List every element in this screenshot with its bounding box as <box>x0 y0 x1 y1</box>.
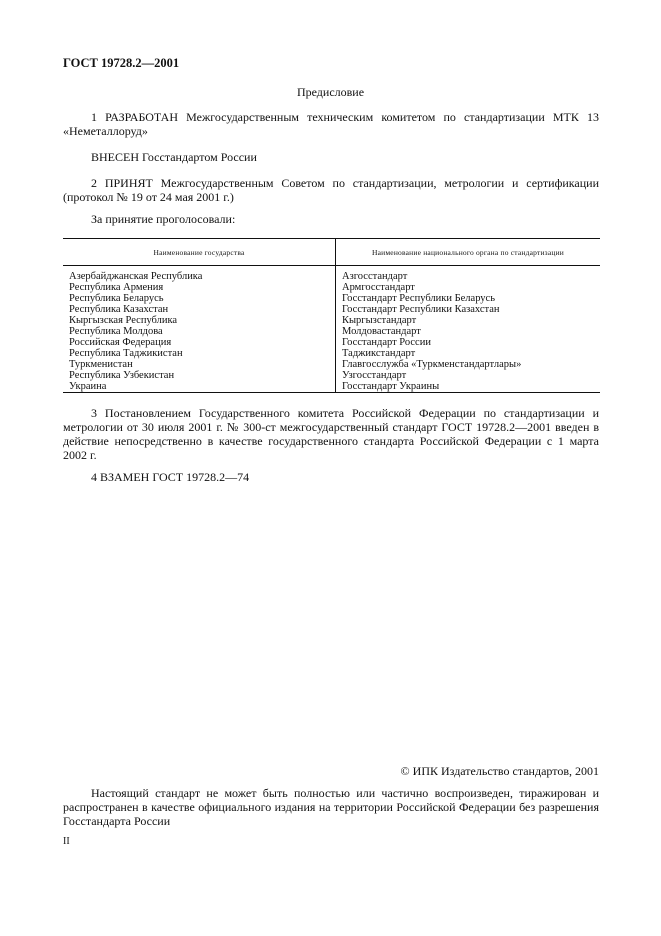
table-cell-body: Главгосслужба «Туркменстандартлары» <box>342 359 522 370</box>
table-cell-state: Республика Армения <box>69 282 164 293</box>
table-cell-body: Госстандарт Украины <box>342 381 440 392</box>
table-cell-state: Республика Казахстан <box>69 304 169 315</box>
member-states-table <box>63 238 600 393</box>
section-3-resolution: 3 Постановлением Государственного комитета Российской Федерации по стандартизации и метрологии от 30 июля 2001 г. № 300-ст межгосударственный стандарт ГОСТ 19728.2—2001 введен в действие непосредственно в качестве государственного стандарта Российской Федерации с 1 марта 2002 г. <box>63 406 599 462</box>
table-cell-state: Республика Узбекистан <box>69 370 175 381</box>
table-body-row <box>63 266 600 393</box>
copyright-line: © ИПК Издательство стандартов, 2001 <box>400 764 599 778</box>
section-1-introduced: ВНЕСЕН Госстандартом России <box>91 150 257 164</box>
table-cell-state: Кыргызская Республика <box>69 315 178 326</box>
table-cell-body: Кыргызстандарт <box>342 315 417 326</box>
table-header-row <box>63 239 600 266</box>
section-1-developed: 1 РАЗРАБОТАН Межгосударственным техническим комитетом по стандартизации МТК 13 «Неметаллоруд» <box>63 110 599 138</box>
table-cell-state: Российская Федерация <box>69 337 172 348</box>
page-number: II <box>63 836 70 847</box>
table-cell-state: Республика Молдова <box>69 326 163 337</box>
body-column <box>336 266 601 393</box>
table-cell-body: Госстандарт России <box>342 337 431 348</box>
state-column <box>63 266 336 393</box>
table-cell-body: Молдовастандарт <box>342 326 421 337</box>
table-cell-body: Азгосстандарт <box>342 271 408 282</box>
vote-intro: За принятие проголосовали: <box>91 212 236 226</box>
section-4-replaces: 4 ВЗАМЕН ГОСТ 19728.2—74 <box>91 470 250 484</box>
table-cell-state: Туркменистан <box>69 359 133 370</box>
table-cell-state: Украина <box>69 381 107 392</box>
section-2-adopted: 2 ПРИНЯТ Межгосударственным Советом по стандартизации, метрологии и сертификации (протокол № 19 от 24 мая 2001 г.) <box>63 176 599 204</box>
reproduction-notice: Настоящий стандарт не может быть полностью или частично воспроизведен, тиражирован и распространен в качестве официального издания на территории Российской Федерации без разрешения Госстандарта России <box>63 786 599 828</box>
table-cell-body: Госстандарт Республики Беларусь <box>342 293 496 304</box>
table-cell-body: Госстандарт Республики Казахстан <box>342 304 500 315</box>
table-cell-state: Республика Таджикистан <box>69 348 183 359</box>
table-header-state: Наименование государства <box>63 239 336 266</box>
table-cell-state: Республика Беларусь <box>69 293 164 304</box>
document-code-header: ГОСТ 19728.2—2001 <box>63 56 180 70</box>
table-cell-body: Таджикстандарт <box>342 348 416 359</box>
table-header-body: Наименование национального органа по стандартизации <box>336 239 601 266</box>
table-cell-state: Азербайджанская Республика <box>69 271 203 282</box>
table-cell-body: Узгосстандарт <box>342 370 407 381</box>
preface-title: Предисловие <box>296 85 365 99</box>
table-cell-body: Армгосстандарт <box>342 282 415 293</box>
